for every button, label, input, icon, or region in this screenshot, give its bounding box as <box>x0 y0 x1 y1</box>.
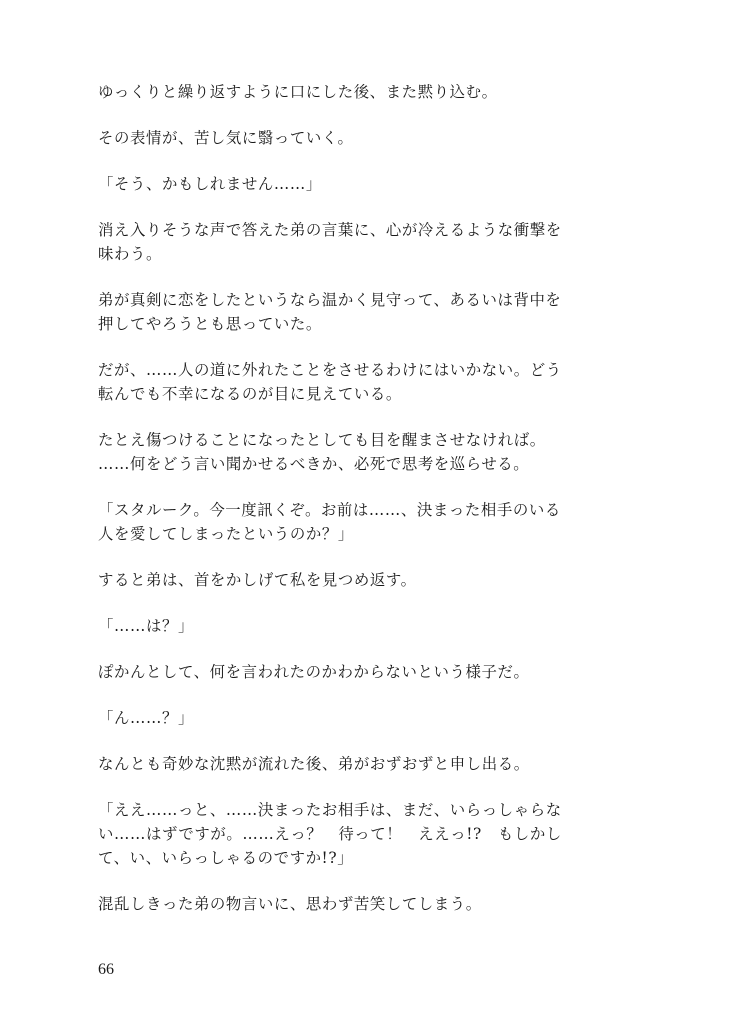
dialogue-paragraph: 「……は？」 <box>98 617 194 635</box>
body-text <box>98 80 618 938</box>
paragraph: その表情が、苦し気に翳っていく。 <box>98 129 354 147</box>
dialogue-paragraph: 「そう、かもしれません……」 <box>98 175 322 193</box>
paragraph: ゆっくりと繰り返すように口にした後、また黙り込む。 <box>98 83 498 101</box>
dialogue-paragraph: 「スタルーク。今一度訊くぞ。お前は……、決まった相手のいる 人を愛してしまったというのか？」 <box>98 501 561 543</box>
paragraph: 弟が真剣に恋をしたというなら温かく見守って、あるいは背中を 押してやろうとも思っていた。 <box>98 291 562 333</box>
paragraph: 混乱しきった弟の物言いに、思わず苦笑してしまう。 <box>98 895 482 913</box>
paragraph: 消え入りそうな声で答えた弟の言葉に、心が冷えるような衝撃を 味わう。 <box>98 221 562 263</box>
dialogue-paragraph: 「ん……？」 <box>98 709 194 727</box>
dialogue-paragraph: 「ええ……っと、……決まったお相手は、まだ、いらっしゃらな い……はずですが。……えっ？ 待って！ ええっ!? もしかし て、い、いらっしゃるのですか!?」 <box>98 801 562 867</box>
paragraph: たとえ傷つけることになったとしても目を醒まさせなければ。 ……何をどう言い聞かせるべきか、必死で思考を巡らせる。 <box>98 431 546 473</box>
page-number: 66 <box>98 961 114 978</box>
paragraph: だが、……人の道に外れたことをさせるわけにはいかない。どう 転んでも不幸になるのが目に見えている。 <box>98 361 562 403</box>
paragraph: すると弟は、首をかしげて私を見つめ返す。 <box>98 571 417 589</box>
paragraph: ぽかんとして、何を言われたのかわからないという様子だ。 <box>98 663 530 681</box>
paragraph: なんとも奇妙な沈黙が流れた後、弟がおずおずと申し出る。 <box>98 755 530 773</box>
